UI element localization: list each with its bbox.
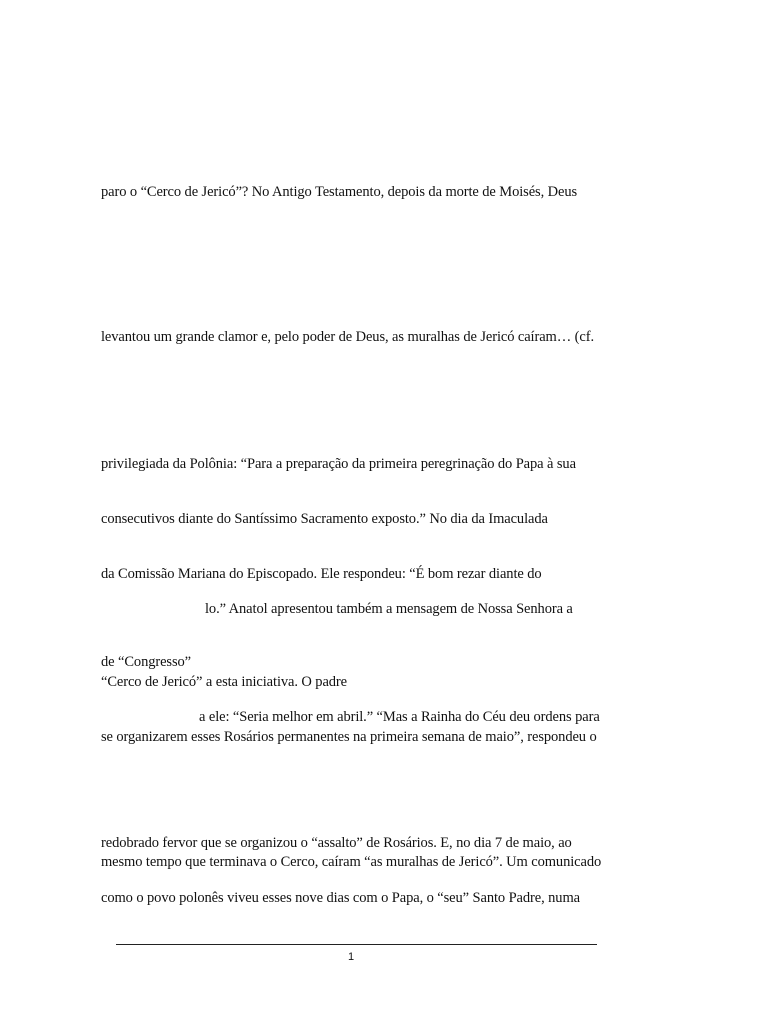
text-line: como o povo polonês viveu esses nove dias com o Papa, o “seu” Santo Padre, numa bbox=[101, 890, 580, 906]
text-line: consecutivos diante do Santíssimo Sacramento exposto.” No dia da Imaculada bbox=[101, 511, 548, 527]
text-line: redobrado fervor que se organizou o “assalto” de Rosários. E, no dia 7 de maio, ao bbox=[101, 835, 572, 851]
text-line: de “Congresso” bbox=[101, 654, 192, 670]
text-line: da Comissão Mariana do Episcopado. Ele respondeu: “É bom rezar diante do bbox=[101, 566, 542, 582]
text-line: privilegiada da Polônia: “Para a preparação da primeira peregrinação do Papa à sua bbox=[101, 456, 576, 472]
text-line: paro o “Cerco de Jericó”? No Antigo Testamento, depois da morte de Moisés, Deus bbox=[101, 184, 578, 200]
text-line: se organizarem esses Rosários permanentes na primeira semana de maio”, respondeu o bbox=[101, 729, 597, 745]
text-line: levantou um grande clamor e, pelo poder de Deus, as muralhas de Jericó caíram… (cf. bbox=[101, 329, 594, 345]
text-line: mesmo tempo que terminava o Cerco, caíram “as muralhas de Jericó”. Um comunicado bbox=[101, 854, 602, 870]
footer-rule bbox=[116, 944, 597, 945]
text-line: lo.” Anatol apresentou também a mensagem de Nossa Senhora a bbox=[205, 601, 573, 617]
text-line: a ele: “Seria melhor em abril.” “Mas a Rainha do Céu deu ordens para bbox=[199, 709, 600, 725]
page-number: 1 bbox=[347, 951, 355, 963]
text-line: “Cerco de Jericó” a esta iniciativa. O padre bbox=[101, 674, 348, 690]
